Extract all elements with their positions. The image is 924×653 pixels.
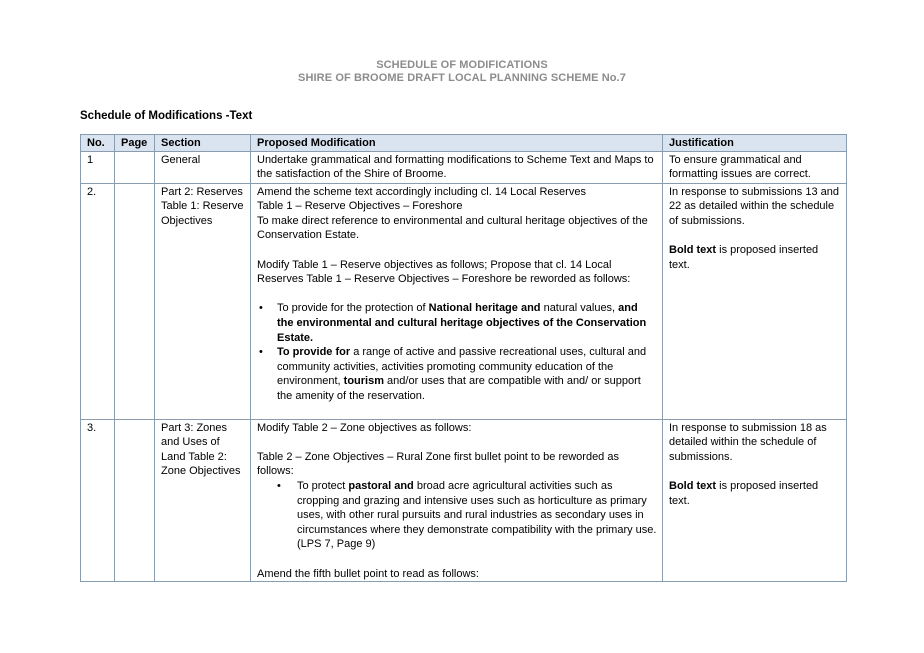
table-row (81, 419, 847, 582)
modifications-table (80, 134, 847, 582)
modification-text: To make direct reference to environmental and cultural heritage objectives of the Conservation Estate. (257, 214, 648, 242)
document-header-title: SCHEDULE OF MODIFICATIONS (376, 59, 548, 71)
modification-text: Table 1 – Reserve Objectives – Foreshore (257, 200, 463, 213)
cell-section: Part 3: Zones and Uses of Land Table 2: Zone Objectives (155, 419, 251, 582)
document-header-subtitle: SHIRE OF BROOME DRAFT LOCAL PLANNING SCHEME No.7 (298, 72, 626, 84)
table-row (81, 151, 847, 183)
table-row (81, 183, 847, 419)
cell-justification (663, 151, 847, 183)
justification-note: Bold text is proposed inserted text. (669, 243, 819, 271)
list-item: • To provide for the protection of National heritage and natural values, and the environmental and cultural heritage objectives of the Conservation Estate. (257, 301, 657, 345)
cell-justification (663, 419, 847, 582)
modification-bullet-list (257, 301, 657, 403)
table-header-row (81, 135, 847, 152)
cell-no: 1 (81, 151, 115, 183)
column-header-proposed-modification: Proposed Modification (251, 135, 663, 152)
list-item: • To protect pastoral and broad acre agricultural activities such as cropping and grazing and intensive uses such as horticulture as primary uses, with other rural pursuits and rural industries as secondary uses in circumstances where they demonstrate compatibility with the primary use. (LPS 7, Page 9) (257, 479, 657, 552)
cell-no: 2. (81, 183, 115, 419)
justification-text: To ensure grammatical and formatting issues are correct. (669, 153, 811, 181)
cell-justification (663, 183, 847, 419)
modification-text: Modify Table 1 – Reserve objectives as follows; Propose that cl. 14 Local Reserves Table 1 – Reserve Objectives – Foreshore be reworded as follows: (257, 258, 631, 286)
modification-text: Table 2 – Zone Objectives – Rural Zone first bullet point to be reworded as follows: (257, 450, 619, 478)
justification-text: In response to submissions 13 and 22 as detailed within the schedule of submissions. (669, 185, 839, 227)
cell-no: 3. (81, 419, 115, 582)
modification-text: Modify Table 2 – Zone objectives as follows: (257, 421, 472, 434)
list-item: • To provide for a range of active and passive recreational uses, cultural and community activities, activities promoting community education of the environment, tourism and/or uses that are compatible with and/ or support the amenity of the reservation. (257, 345, 657, 403)
column-header-section: Section (155, 135, 251, 152)
cell-modification (251, 151, 663, 183)
column-header-justification: Justification (663, 135, 847, 152)
modification-text: Amend the scheme text accordingly including cl. 14 Local Reserves (257, 185, 586, 198)
column-header-page: Page (115, 135, 155, 152)
cell-page (115, 151, 155, 183)
modification-bullet-list (257, 479, 657, 552)
cell-modification (251, 183, 663, 419)
modification-text: Undertake grammatical and formatting modifications to Scheme Text and Maps to the satisfaction of the Shire of Broome. (257, 153, 654, 181)
cell-section: Part 2: Reserves Table 1: Reserve Objectives (155, 183, 251, 419)
cell-page (115, 419, 155, 582)
cell-section: General (155, 151, 251, 183)
cell-page (115, 183, 155, 419)
section-title: Schedule of Modifications -Text (80, 110, 253, 122)
modification-text: Amend the fifth bullet point to read as follows: (257, 567, 479, 580)
justification-text: In response to submission 18 as detailed within the schedule of submissions. (669, 421, 827, 463)
column-header-no: No. (81, 135, 115, 152)
cell-modification (251, 419, 663, 582)
justification-note: Bold text is proposed inserted text. (669, 479, 819, 507)
